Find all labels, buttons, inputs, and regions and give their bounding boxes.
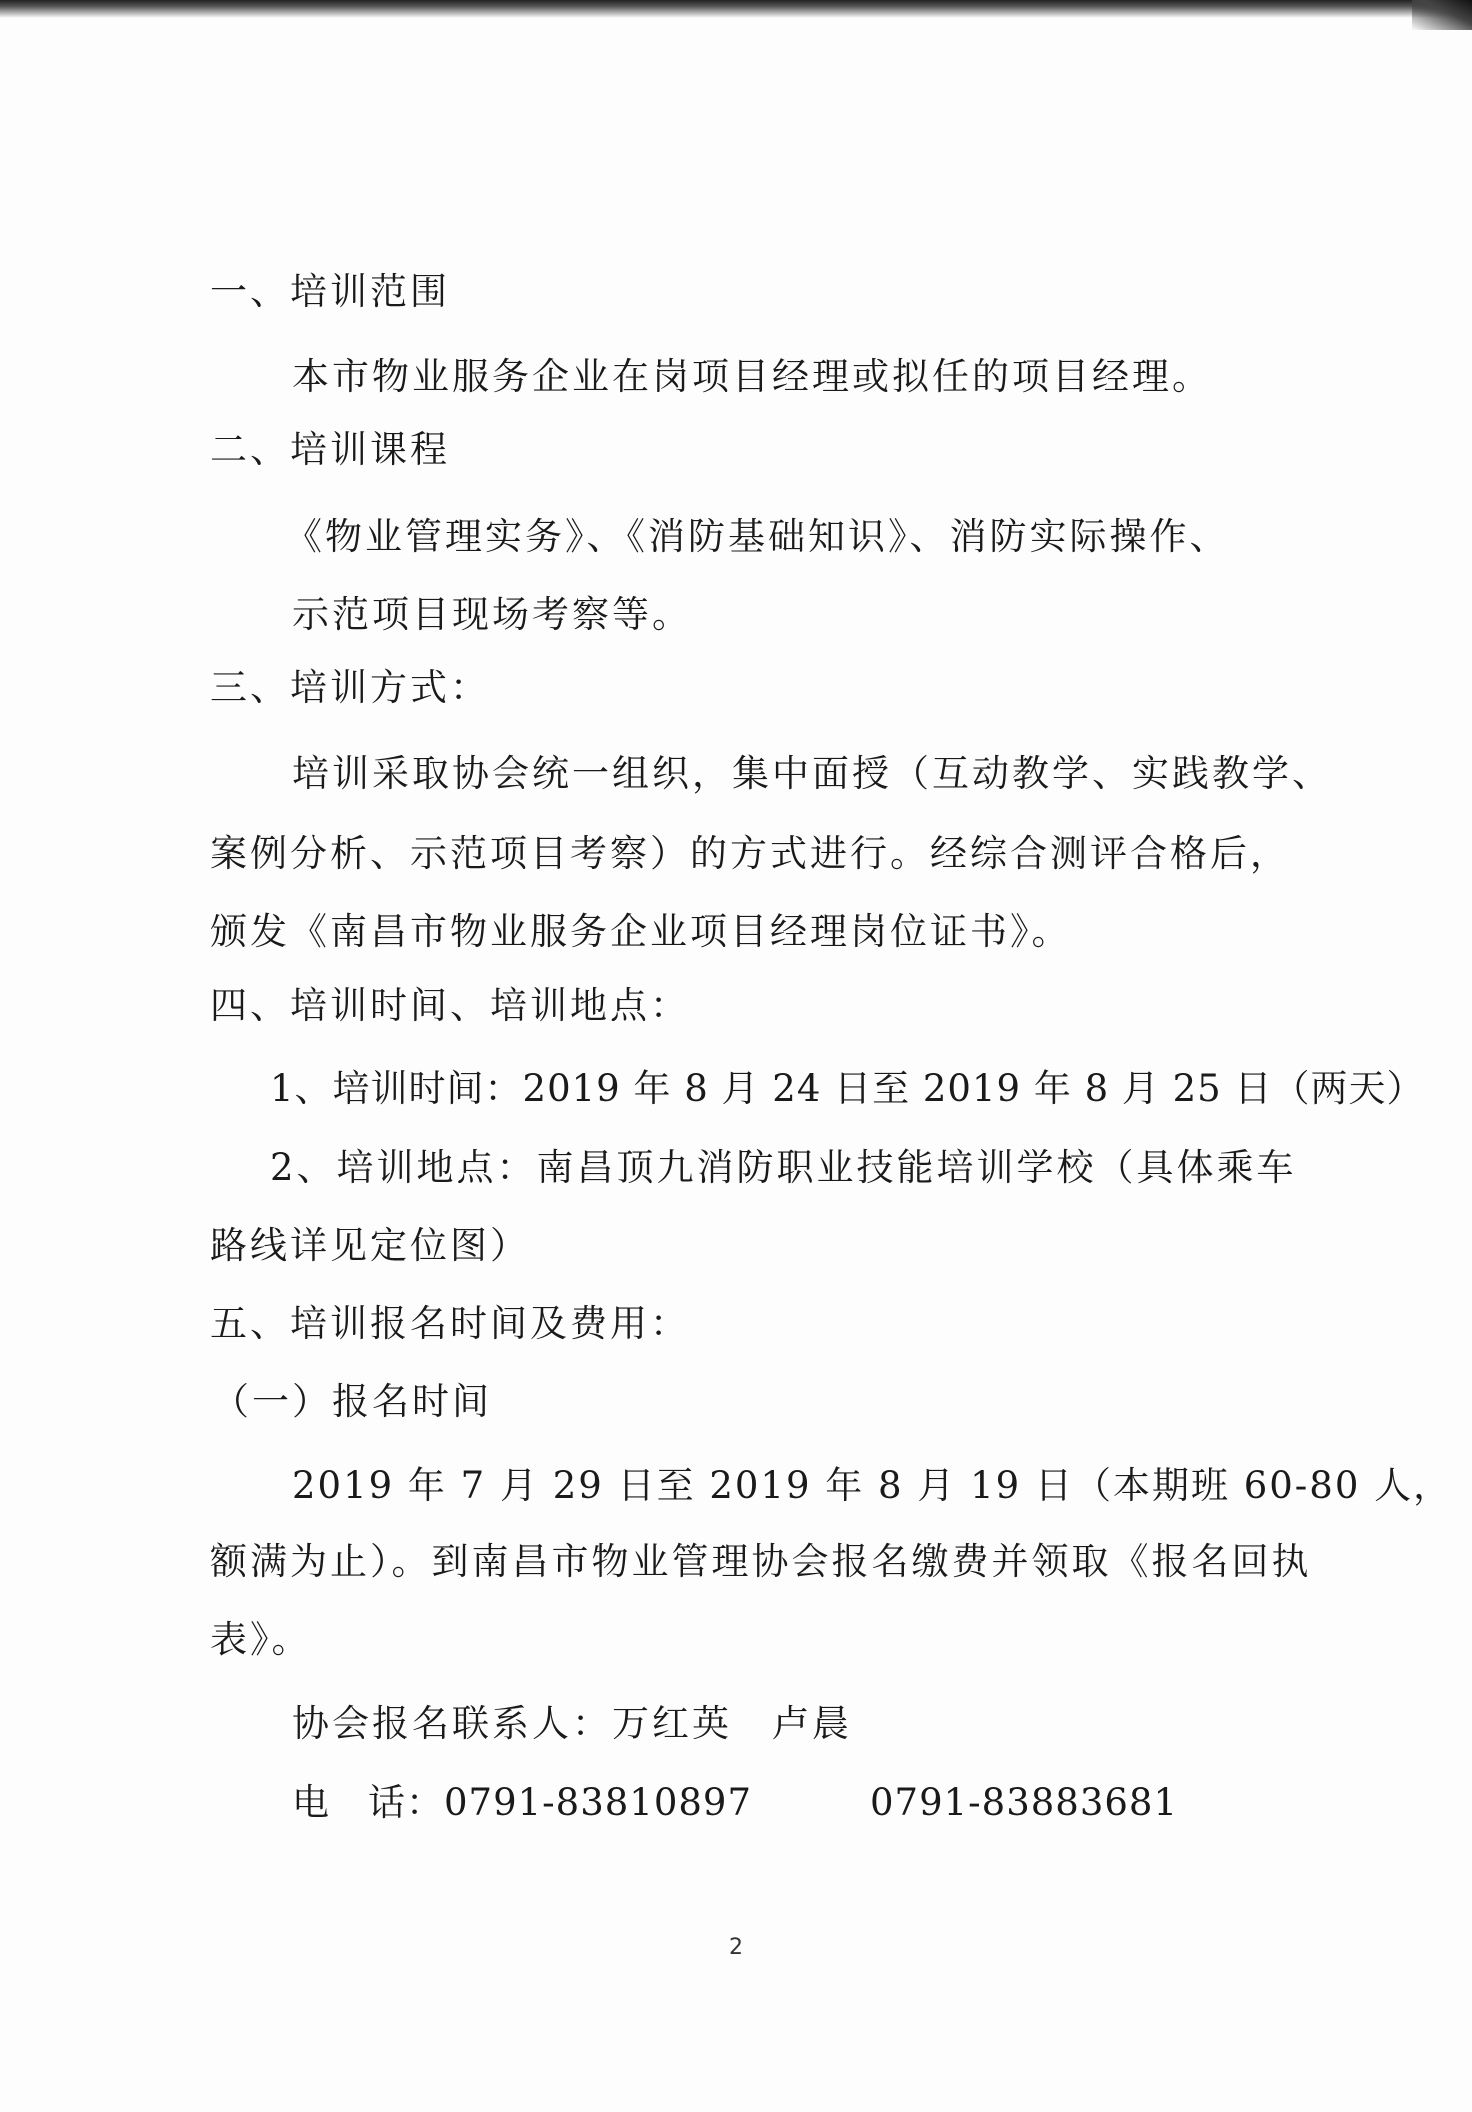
section-3-body-line-2: 案例分析、示范项目考察）的方式进行。经综合测评合格后， xyxy=(210,832,1290,875)
section-5-body-line-1: 2019 年 7 月 29 日至 2019 年 8 月 19 日（本期班 60-80 人， xyxy=(292,1464,1453,1507)
section-4-item-1: 1、培训时间：2019 年 8 月 24 日至 2019 年 8 月 25 日（两天） xyxy=(270,1067,1425,1110)
section-3-heading: 三、培训方式： xyxy=(210,666,490,709)
section-2-heading: 二、培训课程 xyxy=(210,428,450,471)
contact-phone-1: 电 话：0791-83810897 xyxy=(292,1781,752,1824)
section-5-subheading: （一）报名时间 xyxy=(212,1380,492,1423)
section-4-item-2-line-2: 路线详见定位图） xyxy=(210,1224,530,1267)
contact-persons: 协会报名联系人：万红英 卢晨 xyxy=(292,1702,852,1745)
section-2-body-line-2: 示范项目现场考察等。 xyxy=(292,593,692,636)
scan-shadow-corner xyxy=(1412,0,1472,30)
section-5-body-line-2: 额满为止）。到南昌市物业管理协会报名缴费并领取《报名回执 xyxy=(210,1540,1312,1583)
section-3-body-line-1: 培训采取协会统一组织，集中面授（互动教学、实践教学、 xyxy=(292,752,1332,795)
section-4-item-2-line-1: 2、培训地点：南昌顶九消防职业技能培训学校（具体乘车 xyxy=(270,1146,1297,1189)
page-number: 2 xyxy=(729,1935,743,1960)
section-3-body-line-3: 颁发《南昌市物业服务企业项目经理岗位证书》。 xyxy=(210,910,1072,953)
section-5-heading: 五、培训报名时间及费用： xyxy=(210,1302,690,1345)
contact-phone-2: 0791-83883681 xyxy=(870,1781,1178,1824)
section-1-body: 本市物业服务企业在岗项目经理或拟任的项目经理。 xyxy=(292,355,1212,398)
section-5-body-line-3: 表》。 xyxy=(210,1618,312,1661)
section-1-heading: 一、培训范围 xyxy=(210,270,450,313)
section-4-heading: 四、培训时间、培训地点： xyxy=(210,984,690,1027)
scan-shadow-top xyxy=(0,0,1472,18)
section-2-body-line-1: 《物业管理实务》、《消防基础知识》、消防实际操作、 xyxy=(285,515,1230,558)
